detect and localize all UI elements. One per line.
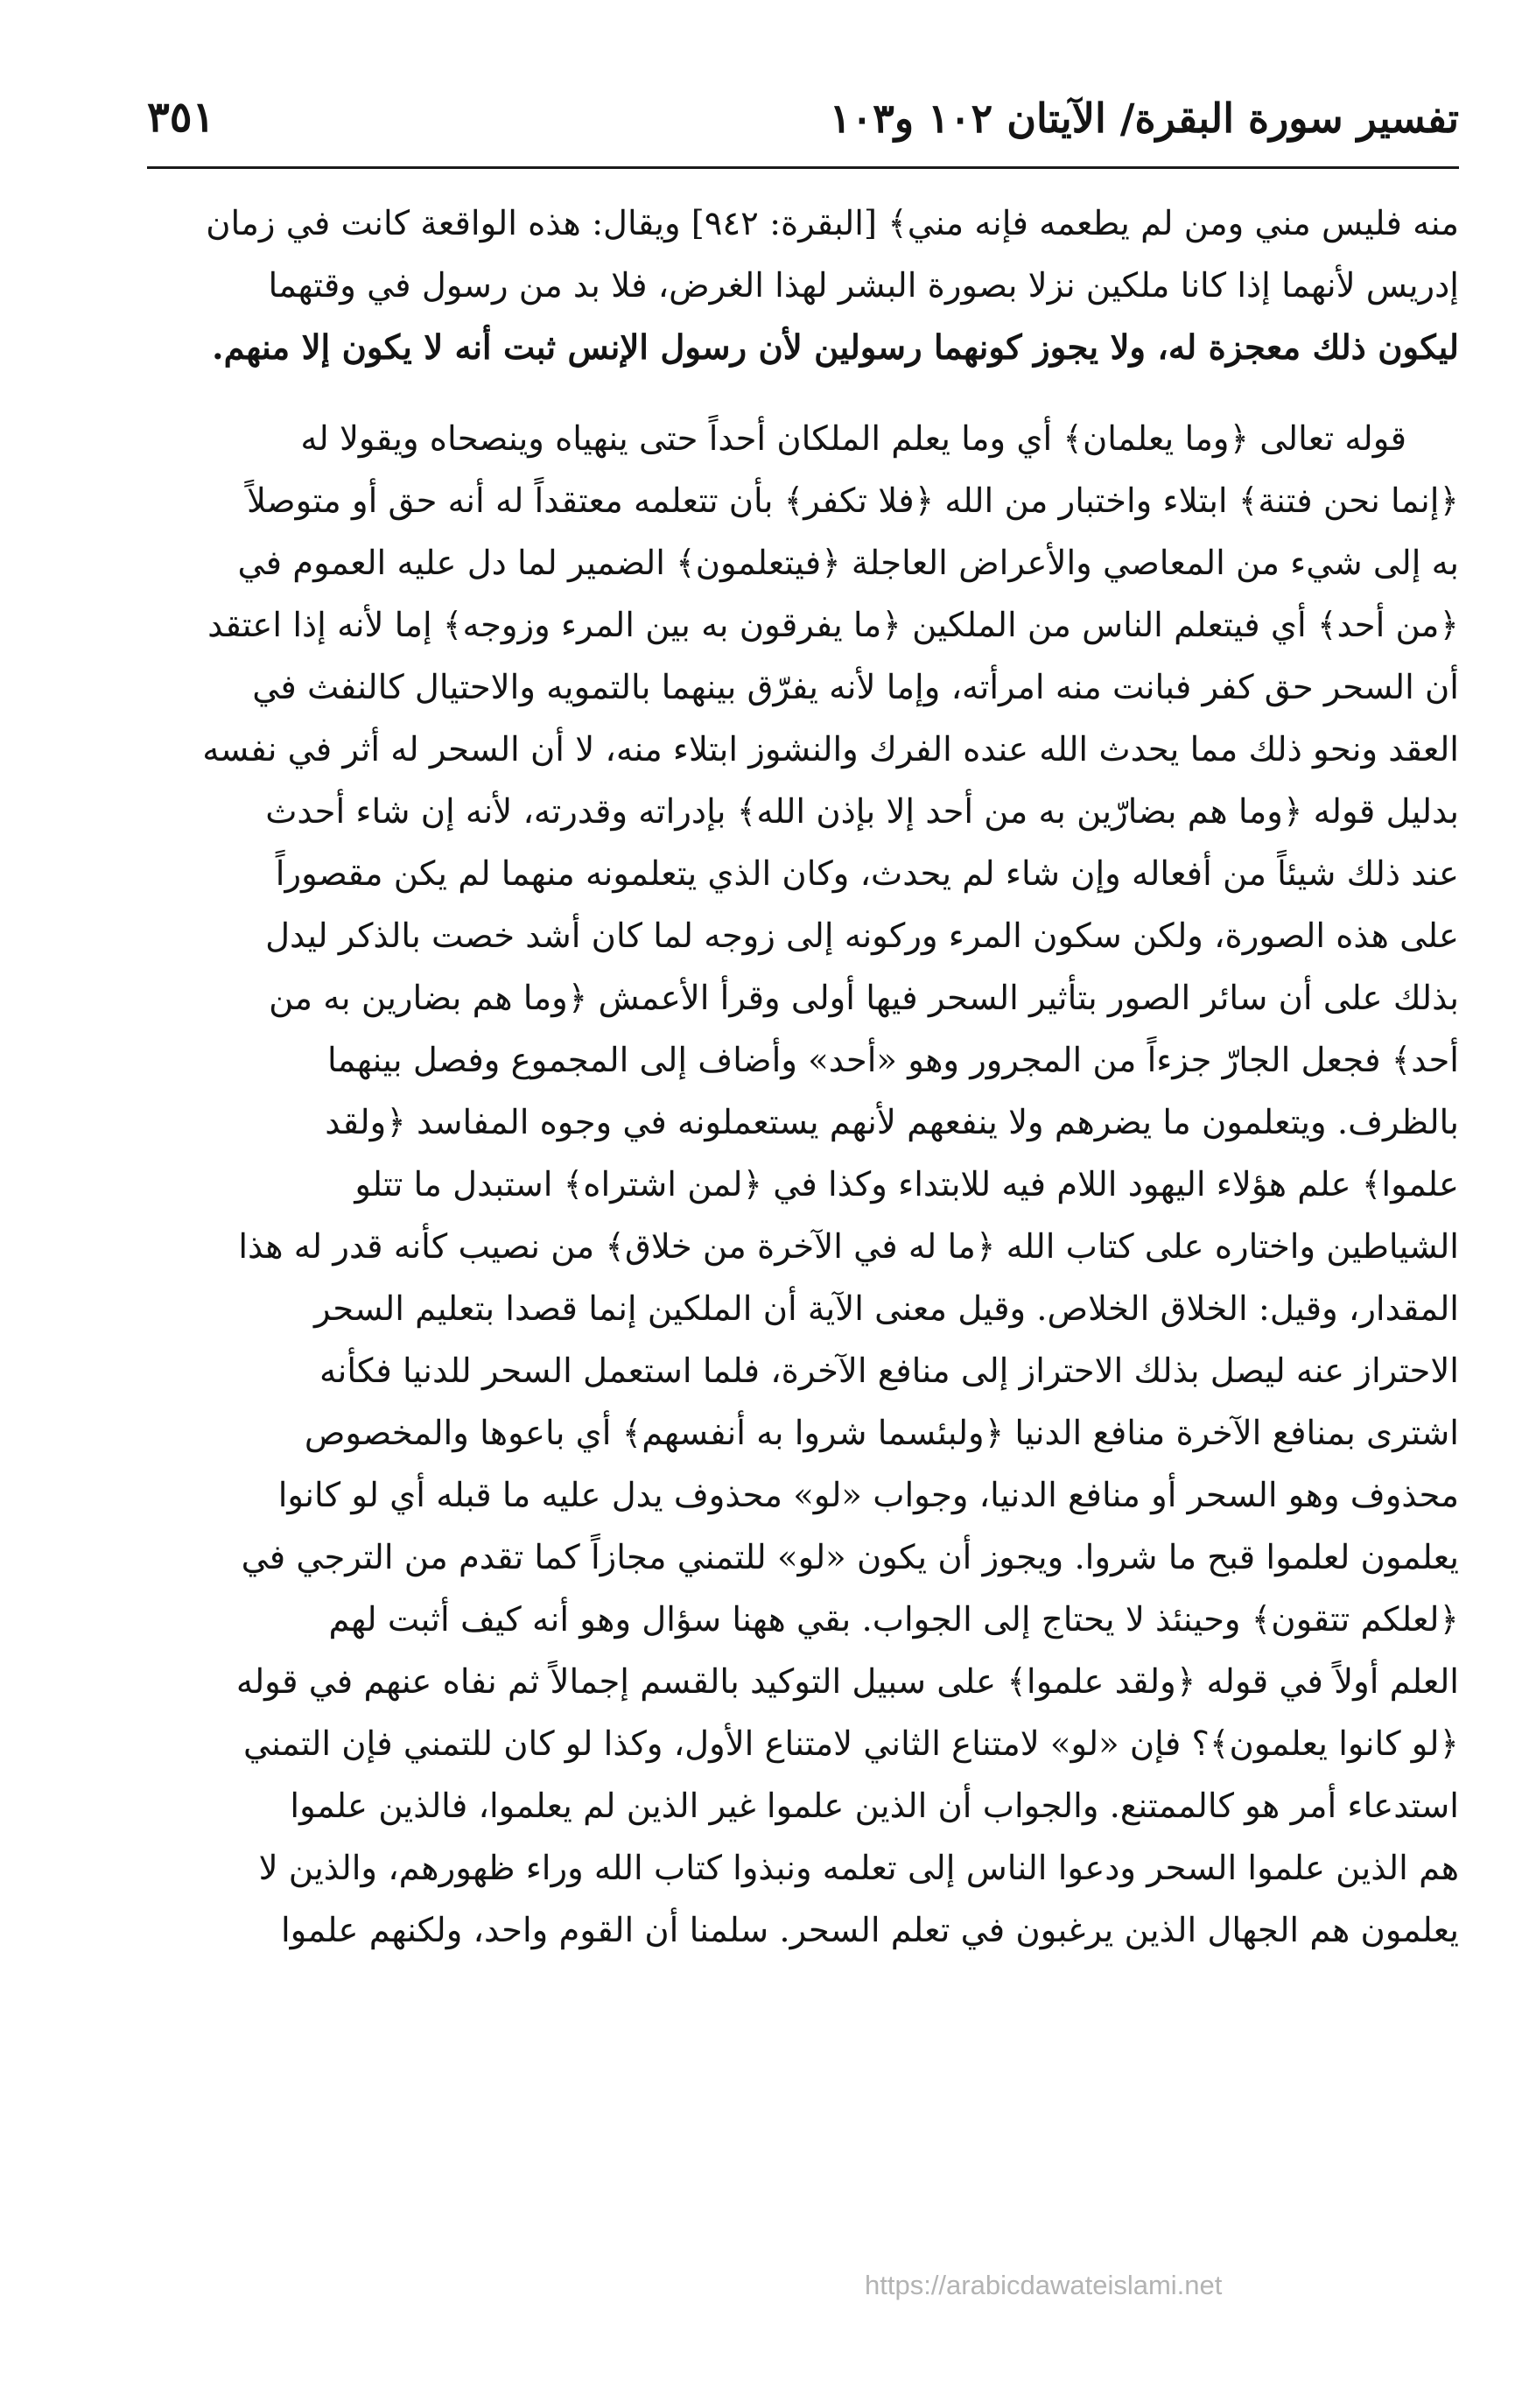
text-line: الشياطين واختاره على كتاب الله ﴿ما له في الآخرة من خلاق﴾ من نصيب كأنه قدر له هذا xyxy=(238,1227,1459,1267)
text-line: محذوف وهو السحر أو منافع الدنيا، وجواب «لو» محذوف يدل عليه ما قبله أي لو كانوا xyxy=(277,1476,1459,1515)
text-line: بدليل قوله ﴿وما هم بضارّين به من أحد إلا بإذن الله﴾ بإدراته وقدرته، لأنه إن شاء أحدث xyxy=(265,792,1459,832)
text-line: أن السحر حق كفر فبانت منه امرأته، وإما لأنه يفرّق بينهما بالتمويه والاحتيال كالنفث في xyxy=(252,668,1459,707)
watermark-url: https://arabicdawateislami.net xyxy=(865,2270,1223,2300)
body-text xyxy=(147,193,1459,1962)
text-line: هم الذين علموا السحر ودعوا الناس إلى تعلمه ونبذوا كتاب الله وراء ظهورهم، والذين لا xyxy=(258,1849,1459,1888)
paragraph-1 xyxy=(147,193,1459,379)
text-line: قوله تعالى ﴿وما يعلمان﴾ أي وما يعلم الملكان أحداً حتى ينهياه وينصحاه ويقولا له xyxy=(300,419,1406,459)
text-line: ﴿لو كانوا يعلمون﴾؟ فإن «لو» لامتناع الثاني لامتناع الأول، وكذا لو كان للتمني فإن التمني xyxy=(243,1724,1459,1764)
running-header xyxy=(147,86,1459,156)
text-line: المقدار، وقيل: الخلاق الخلاص. وقيل معنى الآية أن الملكين إنما قصدا بتعليم السحر xyxy=(314,1289,1459,1329)
text-line: ﴿إنما نحن فتنة﴾ ابتلاء واختبار من الله ﴿فلا تكفر﴾ بأن تتعلمه معتقداً له أنه حق أو متوصلاً xyxy=(246,481,1459,521)
page-number: ٣٥١ xyxy=(147,93,215,142)
text-line: ﴿من أحد﴾ أي فيتعلم الناس من الملكين ﴿ما يفرقون به بين المرء وزوجه﴾ إما لأنه إذا اعتقد xyxy=(207,606,1459,645)
running-title: تفسير سورة البقرة/ الآيتان ١٠٢ و١٠٣ xyxy=(829,95,1459,142)
text-line: ﴿لعلكم تتقون﴾ وحينئذ لا يحتاج إلى الجواب. بقي ههنا سؤال وهو أنه كيف أثبت لهم xyxy=(328,1600,1459,1639)
text-line: العلم أولاً في قوله ﴿ولقد علموا﴾ على سبيل التوكيد بالقسم إجمالاً ثم نفاه عنهم في قوله xyxy=(235,1662,1459,1702)
text-line: منه فليس مني ومن لم يطعمه فإنه مني﴾ [البقرة: ٩٤٢] ويقال: هذه الواقعة كانت في زمان xyxy=(206,204,1459,243)
text-line: اشترى بمنافع الآخرة منافع الدنيا ﴿ولبئسما شروا به أنفسهم﴾ أي باعوها والمخصوص xyxy=(304,1414,1459,1453)
header-rule xyxy=(147,166,1459,169)
text-line: بالظرف. ويتعلمون ما يضرهم ولا ينفعهم لأنهم يستعملونه في وجوه المفاسد ﴿ولقد xyxy=(325,1103,1459,1142)
text-line: يعلمون لعلموا قبح ما شروا. ويجوز أن يكون «لو» للتمني مجازاً كما تقدم من الترجي في xyxy=(241,1538,1459,1577)
text-line: ليكون ذلك معجزة له، ولا يجوز كونهما رسولين لأن رسول الإنس ثبت أنه لا يكون إلا منهم. xyxy=(212,328,1459,368)
text-line: على هذه الصورة، ولكن سكون المرء وركونه إلى زوجه لما كان أشد خصت بالذكر ليدل xyxy=(265,916,1459,956)
text-line: عند ذلك شيئاً من أفعاله وإن شاء لم يحدث، وكان الذي يتعلمونه منهما لم يكن مقصوراً xyxy=(275,854,1459,894)
text-line: علموا﴾ علم هؤلاء اليهود اللام فيه للابتداء وكذا في ﴿لمن اشتراه﴾ استبدل ما تتلو xyxy=(354,1165,1459,1204)
text-line: الاحتراز عنه ليصل بذلك الاحتراز إلى منافع الآخرة، فلما استعمل السحر للدنيا فكأنه xyxy=(319,1351,1459,1391)
text-line: يعلمون هم الجهال الذين يرغبون في تعلم السحر. سلمنا أن القوم واحد، ولكنهم علموا xyxy=(280,1911,1459,1950)
text-line: استدعاء أمر هو كالممتنع. والجواب أن الذين علموا غير الذين لم يعلموا، فالذين علموا xyxy=(290,1787,1459,1826)
text-line: العقد ونحو ذلك مما يحدث الله عنده الفرك والنشوز ابتلاء منه، لا أن السحر له أثر في نفسه xyxy=(202,730,1459,769)
paragraph-2 xyxy=(147,408,1459,1962)
text-line: به إلى شيء من المعاصي والأعراض العاجلة ﴿فيتعلمون﴾ الضمير لما دل عليه العموم في xyxy=(237,544,1459,583)
text-line: إدريس لأنهما إذا كانا ملكين نزلا بصورة البشر لهذا الغرض، فلا بد من رسول في وقتهما xyxy=(268,266,1459,305)
text-line: أحد﴾ فجعل الجارّ جزءاً من المجرور وهو «أحد» وأضاف إلى المجموع وفصل بينهما xyxy=(326,1041,1459,1080)
text-line: بذلك على أن سائر الصور بتأثير السحر فيها أولى وقرأ الأعمش ﴿وما هم بضارين به من xyxy=(269,979,1459,1018)
